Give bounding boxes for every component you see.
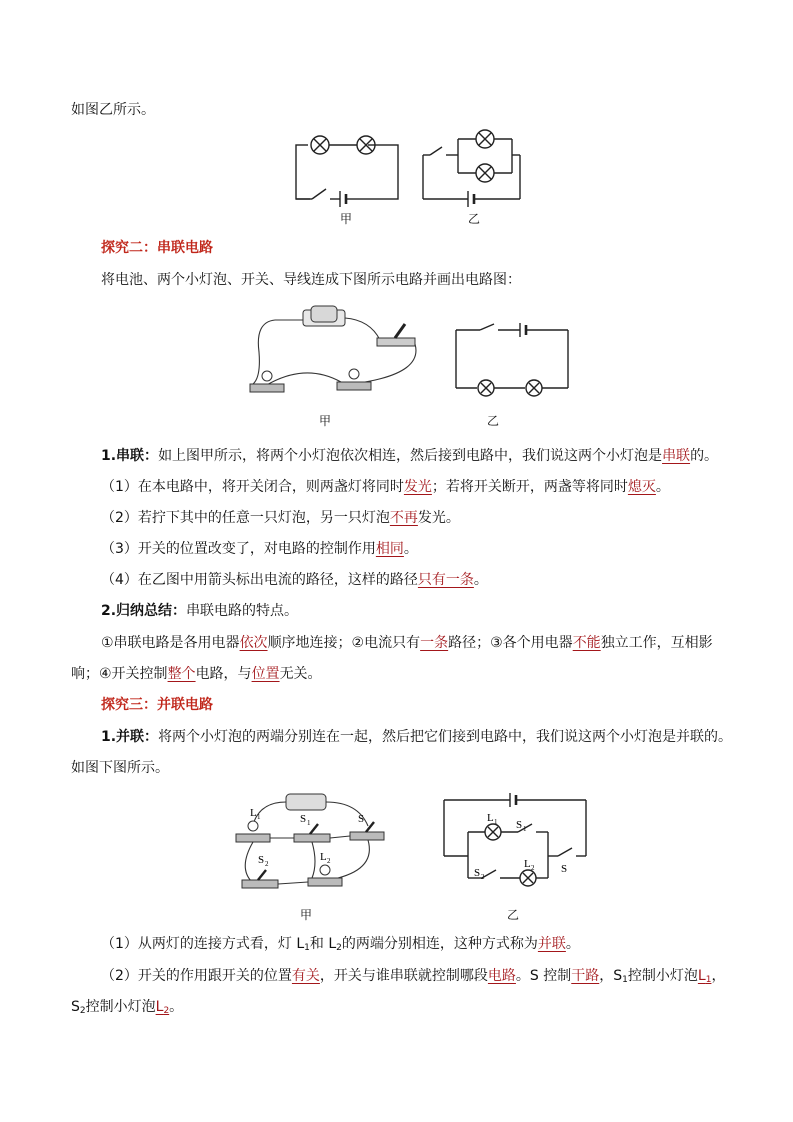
answer-blank: 依次 bbox=[239, 635, 268, 651]
svg-text:1: 1 bbox=[523, 825, 527, 833]
intro-line: 如图乙所示。 bbox=[71, 102, 155, 118]
label-S1: S bbox=[300, 813, 307, 825]
answer-blank: 熄灭 bbox=[627, 479, 656, 495]
svg-text:1: 1 bbox=[257, 813, 261, 821]
answer-blank: 只有一条 bbox=[417, 572, 474, 588]
parallel-diagram-yi bbox=[440, 790, 590, 890]
answer-blank: 有关 bbox=[291, 968, 320, 984]
svg-text:1: 1 bbox=[494, 818, 498, 826]
svg-text:2: 2 bbox=[265, 860, 269, 868]
bulb-icon bbox=[485, 824, 501, 840]
svg-text:2: 2 bbox=[481, 873, 485, 881]
label-S2: S bbox=[258, 854, 265, 866]
answer-blank: $L_1$ bbox=[697, 968, 712, 985]
section-heading-parallel: 探究三：并联电路 bbox=[101, 697, 213, 713]
answer-blank: 整个 bbox=[167, 666, 196, 682]
answer-blank: 并联 bbox=[537, 936, 566, 952]
label-S2: S bbox=[474, 867, 481, 879]
label-L2: L bbox=[320, 851, 327, 863]
series-circuit-diagram bbox=[450, 322, 575, 397]
fig2-caption-yi: 乙 bbox=[486, 414, 499, 428]
series-summary: 2.归纳总结：串联电路的特点。 bbox=[101, 603, 299, 619]
parallel-definition: 1.并联：将两个小灯泡的两端分别连在一起，然后把它们接到电路中，我们说这两个小灯泡是并联的。 bbox=[101, 729, 733, 745]
svg-text:1: 1 bbox=[307, 819, 311, 827]
answer-blank: 串联 bbox=[662, 448, 691, 464]
bulb-icon bbox=[520, 870, 536, 886]
bulb-icon bbox=[478, 380, 494, 396]
switch-icon bbox=[480, 324, 494, 330]
parallel-definition-line2: 如图下图所示。 bbox=[71, 760, 169, 776]
switch-icon bbox=[558, 848, 572, 856]
svg-text:2: 2 bbox=[327, 857, 331, 865]
bulb-icon bbox=[476, 130, 494, 148]
answer-blank: 电路 bbox=[487, 968, 516, 984]
answer-blank: 不再 bbox=[389, 510, 418, 526]
fig1-caption-yi: 乙 bbox=[467, 212, 480, 226]
section-heading-series: 探究二：串联电路 bbox=[101, 240, 213, 256]
fig1-caption-jia: 甲 bbox=[339, 212, 352, 226]
parallel-apparatus-illustration bbox=[228, 788, 388, 893]
label-L1: L bbox=[250, 807, 257, 819]
series-features-line1: ①串联电路是各用电器依次顺序地连接；②电流只有一条路径；③各个用电器不能独立工作，互相影 bbox=[101, 635, 713, 651]
answer-blank: 一条 bbox=[420, 635, 449, 651]
series-q2: （2）若拧下其中的任意一只灯泡，另一只灯泡不再发光。 bbox=[101, 510, 460, 526]
parallel-apparatus-figure bbox=[228, 788, 388, 893]
answer-blank: 不能 bbox=[572, 635, 601, 651]
answer-blank: 位置 bbox=[251, 666, 280, 682]
series-definition: 1.串联：如上图甲所示，将两个小灯泡依次相连，然后接到电路中，我们说这两个小灯泡是串联的。 bbox=[101, 448, 719, 464]
label-S1: S bbox=[516, 819, 523, 831]
series-instruction: 将电池、两个小灯泡、开关、导线连成下图所示电路并画出电路图： bbox=[101, 272, 521, 288]
series-apparatus-figure bbox=[245, 302, 420, 402]
label-L1: L bbox=[487, 812, 494, 824]
answer-blank: 干路 bbox=[571, 968, 600, 984]
fig3-caption-jia: 甲 bbox=[299, 908, 312, 922]
answer-blank: $L_2$ bbox=[155, 999, 170, 1016]
parallel-p1: （1）从两灯的连接方式看，灯 $L_1$和 $L_2$的两端分别相连，这种方式称为并联。 bbox=[101, 936, 580, 953]
parallel-p3: $S_2$控制小灯泡$L_2$。 bbox=[71, 999, 184, 1016]
answer-blank: 发光 bbox=[403, 479, 432, 495]
answer-blank: 相同 bbox=[375, 541, 404, 557]
bulb-icon bbox=[526, 380, 542, 396]
fig3-caption-yi: 乙 bbox=[506, 908, 519, 922]
fig2-caption-jia: 甲 bbox=[318, 414, 331, 428]
series-q3: （3）开关的位置改变了，对电路的控制作用相同。 bbox=[101, 541, 418, 557]
label-S: S bbox=[358, 813, 365, 825]
svg-text:2: 2 bbox=[531, 864, 535, 872]
series-apparatus-illustration bbox=[245, 302, 420, 402]
parallel-circuit-diagram bbox=[440, 790, 590, 890]
series-q1: （1）在本电路中，将开关闭合，则两盏灯将同时发光；若将开关断开，两盏等将同时熄灭。 bbox=[101, 479, 670, 495]
series-features-line2: 响；④开关控制整个电路，与位置无关。 bbox=[71, 666, 322, 682]
series-q4: （4）在乙图中用箭头标出电流的路径，这样的路径只有一条。 bbox=[101, 572, 488, 588]
label-S: S bbox=[561, 863, 568, 875]
switch-icon bbox=[430, 147, 442, 155]
parallel-p2: （2）开关的作用跟开关的位置有关，开关与谁串联就控制哪段电路。S 控制干路，$S_1$控制小灯泡$L_1$， bbox=[101, 968, 726, 985]
series-diagram-yi bbox=[450, 322, 575, 397]
label-L2: L bbox=[524, 858, 531, 870]
bulb-icon bbox=[476, 164, 494, 182]
